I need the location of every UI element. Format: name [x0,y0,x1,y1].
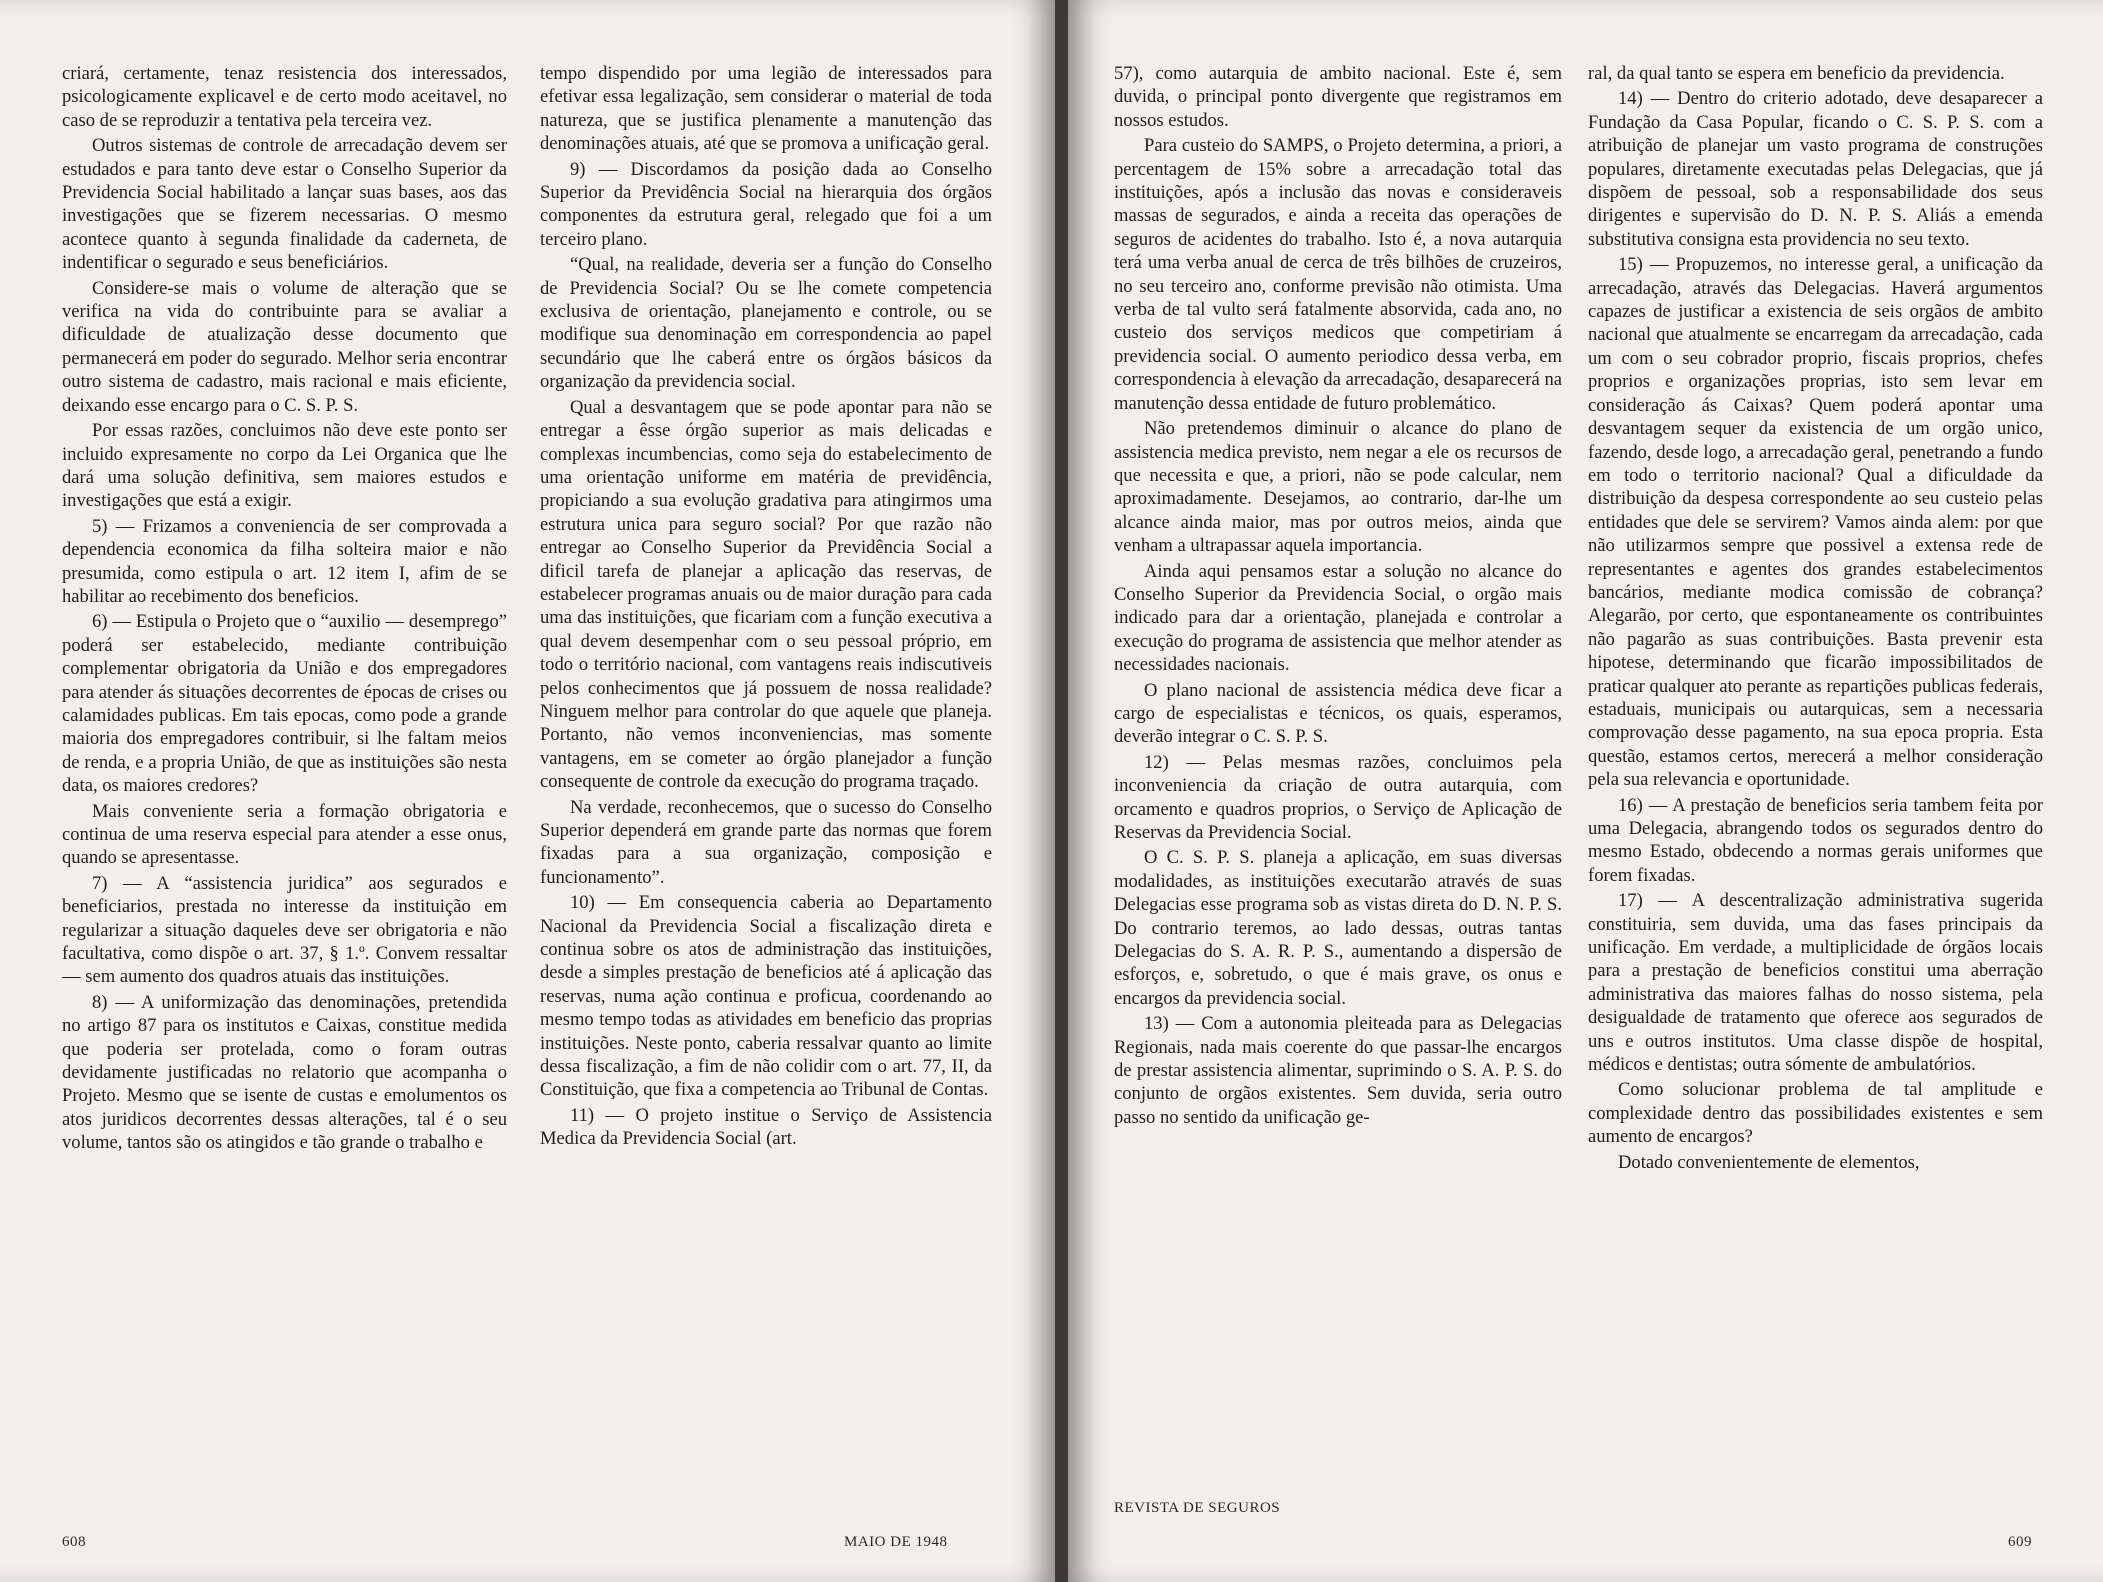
paragraph: Qual a desvantagem que se pode apontar para não se entregar a êsse órgão superior as mais delicadas e complexas incumbencias, como seja do estabelecimento de uma orientação uniforme em matéria de previdência, propiciando a sua evolução gradativa para atingirmos uma estrutura unica para seguro social? Por que razão não entregar ao Conselho Superior da Previdência Social a dificil tarefa de planejar a aplicação das reservas, de estabelecer programas anuais ou de maior duração para cada uma das instituições, que ficariam com a função executiva a qual devem desempenhar com o seu pessoal próprio, em todo o território nacional, com vantagens reais indiscutiveis pelos conhecimentos que já possuem de nossa realidade? Ninguem melhor para controlar do que aquele que planeja. Portanto, não vemos inconveniencias, mas somente vantagens, em se cometer ao órgão planejador a função consequente de controle da execução do programa traçado. [540,396,992,793]
paragraph: 7) — A “assistencia juridica” aos segurados e beneficiarios, prestada no interesse da instituição em regularizar a situação daqueles deve ser obrigatoria e não facultativa, como dispõe o art. 37, § 1.º. Convem ressaltar — sem aumento dos quadros atuais das instituições. [62,872,507,988]
right-page-column-1 [1114,62,1562,1522]
paragraph: 6) — Estipula o Projeto que o “auxilio — desemprego” poderá ser estabelecido, mediante contribuição complementar obrigatoria da União e dos empregadores para atender ás situações decorrentes de épocas de crises ou calamidades publicas. Em tais epocas, como pode a grande maioria dos empregadores contribuir, si lhe faltam meios de renda, e a propria União, de que as instituições são nesta data, os maiores credores? [62,611,507,797]
paragraph: 13) — Com a autonomia pleiteada para as Delegacias Regionais, nada mais coerente do que passar-lhe encargos de prestar assistencia alimentar, suprimindo o S. A. P. S. do conjunto de orgãos existentes. Sem duvida, seria outro passo no sentido da unificação ge- [1114,1013,1562,1128]
paragraph: “Qual, na realidade, deveria ser a função do Conselho de Previdencia Social? Ou se lhe comete competencia exclusiva de orientação, planejamento e controle, ou se modifique sua denominação em correspondencia ao papel secundário que lhe caberá entre os órgãos básicos da organização da previdencia social. [540,254,992,393]
paragraph: 9) — Discordamos da posição dada ao Conselho Superior da Previdência Social na hierarquia dos órgãos componentes da estrutura geral, relegado que foi a um terceiro plano. [540,158,992,250]
left-page-column-2 [540,62,992,1522]
paragraph: 16) — A prestação de beneficios seria tambem feita por uma Delegacia, abrangendo todos os segurados dentro do mesmo Estado, obdecendo a normas gerais uniformes que forem fixadas. [1588,794,2043,886]
paragraph: Ainda aqui pensamos estar a solução no alcance do Conselho Superior da Previdencia Social, o orgão mais indicado para dar a orientação, planejada e controlar a execução do programa de assistencia que melhor atender as necessidades nacionais. [1114,560,1562,676]
paragraph: 12) — Pelas mesmas razões, concluimos pela inconveniencia da criação de outra autarquia, com orcamento e quadros proprios, o Serviço de Aplicação de Reservas da Previdencia Social. [1114,751,1562,843]
paragraph: O plano nacional de assistencia médica deve ficar a cargo de especialistas e técnicos, os quais, esperamos, deverão integrar o C. S. P. S. [1114,679,1562,748]
paragraph: Como solucionar problema de tal amplitude e complexidade dentro das possibilidades existentes e sem aumento de encargos? [1588,1079,2043,1148]
right-page-number: 609 [2008,1534,2032,1550]
paragraph: Dotado convenientemente de elementos, [1618,1151,1920,1173]
left-page-column-1 [62,62,507,1522]
paragraph: Por essas razões, concluimos não deve este ponto ser incluido expresamente no corpo da Lei Organica que lhe dará uma solução definitiva, sem maiores estudos e investigações que está a exigir. [62,420,507,512]
paragraph: 15) — Propuzemos, no interesse geral, a unificação da arrecadação, através das Delegacias. Haverá argumentos capazes de justificar a existencia de seis orgãos de ambito nacional que atualmente se encarregam da arrecadação, cada um com o seu cobrador proprio, fiscais proprios, chefes proprios e organizações proprias, isto sem levar em consideração ás Caixas? Quem poderá apontar uma desvantagem sequer da existencia de um orgão unico, fazendo, desde logo, a arrecadação geral, penetrando a fundo em todo o territorio nacional? Qual a dificuldade da distribuição da despesa correspondente ao seu custeio pelas entidades que dele se servirem? Vamos ainda alem: por que não utilizarmos sempre que possivel a extensa rede de representantes e agentes dos grandes estabelecimentos bancários, mediante modica comissão de cobrança? Alegarão, por certo, que espontaneamente os contribuintes não pagarão as suas contribuições. Basta prevenir esta hipotese, determinando que ficarão impossibilitados de praticar qualquer ato perante as repartições publicas federais, estaduais, municipais ou autarquicas, sem a necessaria comprovação desse pagamento, na sua epoca propria. Esta questão, estamos certos, merecerá a melhor consideração pela sua relevancia e oportunidade. [1588,254,2043,791]
paragraph: Mais conveniente seria a formação obrigatoria e continua de uma reserva especial para atender a esse onus, quando se apresentasse. [62,800,507,869]
paragraph: 11) — O projeto institue o Serviço de Assistencia Medica da Previdencia Social (art. [540,1104,992,1150]
paragraph: 17) — A descentralização administrativa sugerida constituiria, sem duvida, uma das fases principais da unificação. Em verdade, a multiplicidade de órgãos locais para a prestação de beneficios constitui uma aberração administrativa das maiores falhas do nosso sistema, pela desigualdade de tratamento que oferece aos segurados de uns e outros institutos. Uma classe dispõe de hospital, médicos e dentistas; outra sómente de ambulatórios. [1588,890,2043,1076]
left-page-number: 608 [62,1534,86,1550]
left-page-footer: MAIO DE 1948 [844,1534,948,1550]
paragraph: 5) — Frizamos a conveniencia de ser comprovada a dependencia economica da filha solteira maior e não presumida, como estipula o art. 12 item I, afim de se habilitar ao recebimento dos beneficios. [62,515,507,607]
paragraph: Na verdade, reconhecemos, que o sucesso do Conselho Superior dependerá em grande parte das normas que forem fixadas para a sua organização, composição e funcionamento”. [540,796,992,888]
paragraph: Não pretendemos diminuir o alcance do plano de assistencia medica previsto, nem negar a ele os recursos de que necessita e que, a priori, não se pode calcular, nem aproximadamente. Desejamos, ao contrario, dar-lhe um alcance ainda maior, mas por outros meios, ainda que venham a ultrapassar aquela importancia. [1114,418,1562,557]
paragraph: criará, certamente, tenaz resistencia dos interessados, psicologicamente explicavel e de certo modo aceitavel, no caso de se reproduzir a tentativa pela terceira vez. [62,63,507,131]
right-page-column-2 [1588,62,2043,1522]
paragraph: Outros sistemas de controle de arrecadação devem ser estudados e para tanto deve estar o Conselho Superior da Previdencia Social habilitado a lançar suas bases, aos das investigações que se fizerem necessarias. O mesmo acontece quanto à segunda finalidade da caderneta, de indentificar o segurado e seus beneficiários. [62,135,507,274]
paragraph: Para custeio do SAMPS, o Projeto determina, a priori, a percentagem de 15% sobre a arrecadação total das instituições, após a inclusão das novas e consideraveis massas de segurados, e ainda a receita das operações de seguros de acidentes do trabalho. Isto é, a nova autarquia terá uma verba anual de cerca de três bilhões de cruzeiros, no seu terceiro ano, conforme previsão não otimista. Uma verba de tal vulto será fatalmente absorvida, cada ano, no custeio dos serviços medicos que competiriam á previdencia social. O aumento periodico dessa verba, em correspondencia à elevação da arrecadação, desaparecerá na manutenção dessa entidade de futuro problemático. [1114,135,1562,414]
right-page [1068,0,2103,1582]
paragraph: tempo dispendido por uma legião de interessados para efetivar essa legalização, sem considerar o material de toda natureza, que se justifica plenamente a manutenção das denominações atuais, até que se promova a unificação geral. [540,63,992,155]
paragraph: 14) — Dentro do criterio adotado, deve desaparecer a Fundação da Casa Popular, ficando o C. S. P. S. com a atribuição de planejar um vasto programa de construções populares, diretamente executadas pelas Delegacias, que já dispõem de pessoal, sob a responsabilidade dos seus dirigentes e supervisão do D. N. P. S. Aliás a emenda substitutiva consigna esta providencia no seu texto. [1588,88,2043,250]
paragraph: 8) — A uniformização das denominações, pretendida no artigo 87 para os institutos e Caixas, constitue medida que poderia ser protelada, como o foram outras devidamente justificadas no relatorio que acompanha o Projeto. Mesmo que se isente de custas e emolumentos os atos juridicos decorrentes dessas alterações, tal é o seu volume, tantos são os atingidos e tão grande o trabalho e [62,991,507,1154]
book-gutter [1055,0,1068,1582]
right-page-footer: REVISTA DE SEGUROS [1114,1500,1281,1516]
paragraph: Considere-se mais o volume de alteração que se verifica na vida do contribuinte para se avaliar a dificuldade de atualização desse documento que permanecerá em poder do segurado. Melhor seria encontrar outro sistema de cadastro, mais racional e mais eficiente, deixando esse encargo para o C. S. P. S. [62,277,507,416]
paragraph: O C. S. P. S. planeja a aplicação, em suas diversas modalidades, as instituições executarão através de suas Delegacias esse programa sob as vistas direta do D. N. P. S. Do contrario teremos, ao lado dessas, outras tantas Delegacias do S. A. R. P. S., aumentando a dispersão de esforços, e, sobretudo, o que é mais grave, os onus e encargos da previdencia social. [1114,847,1562,1009]
paragraph: 57), como autarquia de ambito nacional. Este é, sem duvida, o principal ponto divergente que registramos em nossos estudos. [1114,63,1562,131]
paragraph: ral, da qual tanto se espera em beneficio da previdencia. [1588,63,2005,84]
paragraph: 10) — Em consequencia caberia ao Departamento Nacional da Previdencia Social a fiscalização direta e continua sobre os atos de administração das instituições, desde a simples prestação de beneficios até á aplicação das reservas, numa ação continua e proficua, coordenando ao mesmo tempo todas as atividades em beneficio das proprias instituições. Neste ponto, caberia ressalvar quanto ao limite dessa fiscalização, a fim de não colidir com o art. 77, II, da Constituição, que fixa a competencia ao Tribunal de Contas. [540,892,992,1101]
